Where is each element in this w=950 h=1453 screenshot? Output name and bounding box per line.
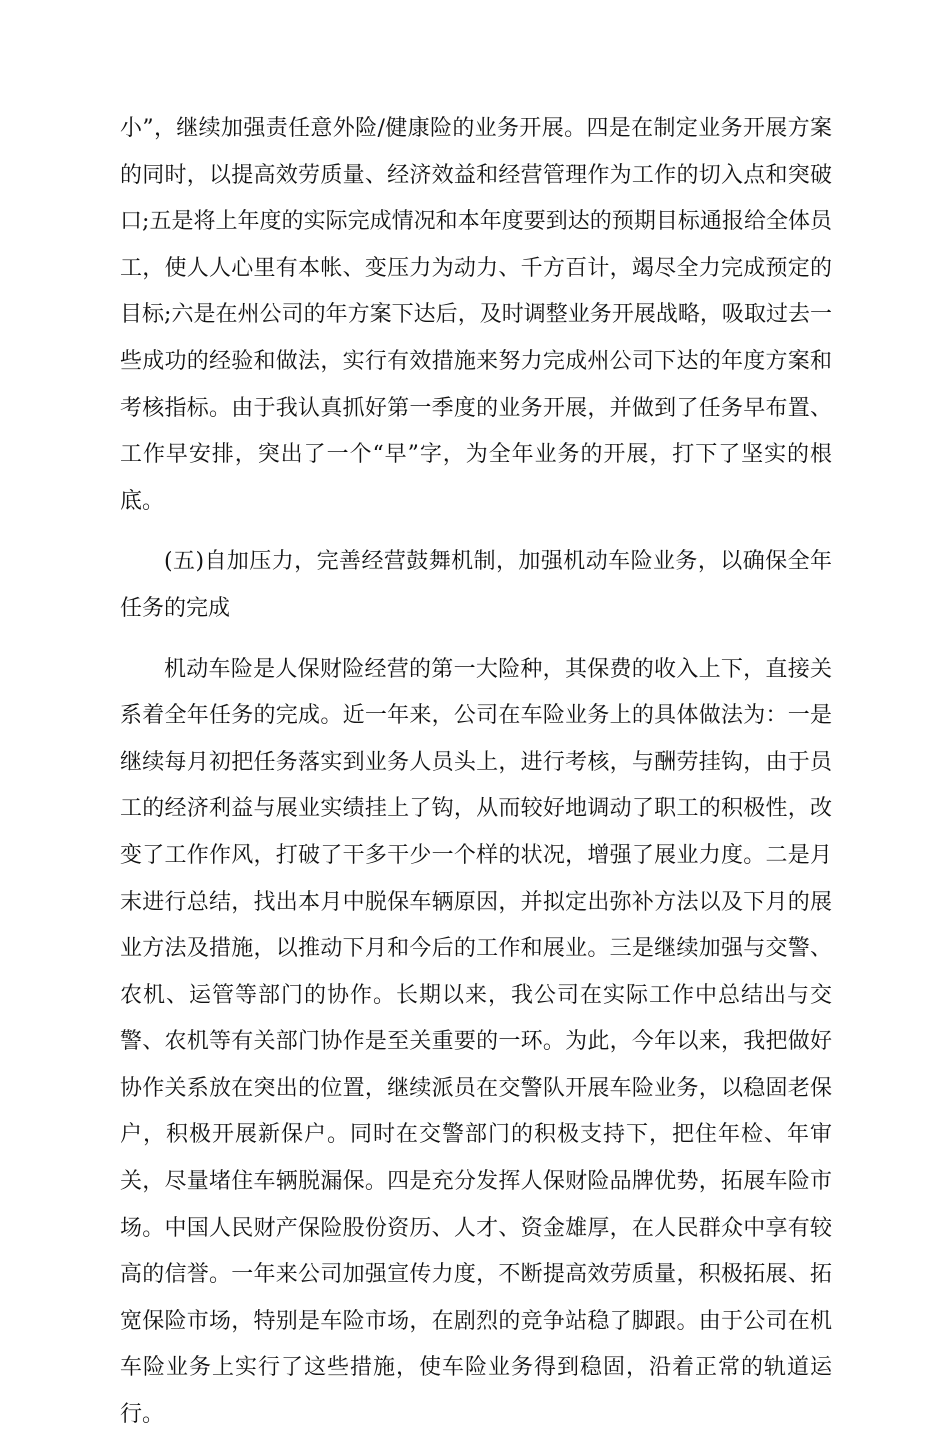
section-heading-5: (五)自加压力，完善经营鼓舞机制，加强机动车险业务，以确保全年任务的完成 [120, 549, 832, 621]
paragraph-motor-insurance: 机动车险是人保财险经营的第一大险种，其保费的收入上下，直接关系着全年任务的完成。近一年来，公司在车险业务上的具体做法为：一是继续每月初把任务落实到业务人员头上，进行考核，与酬劳挂钩，由于员工的经济利益与展业实绩挂上了钩，从而较好地调动了职工的积极性，改变了工作作风，打破了干多干少一个样的状况，增强了展业力度。二是月末进行总结，找出本月中脱保车辆原因，并拟定出弥补方法以及下月的展业方法及措施，以推动下月和今后的工作和展业。三是继续加强与交警、农机、运管等部门的协作。长期以来，我公司在实际工作中总结出与交警、农机等有关部门协作是至关重要的一环。为此，今年以来，我把做好协作关系放在突出的位置，继续派员在交警队开展车险业务，以稳固老保户，积极开展新保户。同时在交警部门的积极支持下，把住年检、年审关，尽量堵住车辆脱漏保。四是充分发挥人保财险品牌优势，拓展车险市场。中国人民财产保险股份资历、人才、资金雄厚，在人民群众中享有较高的信誉。一年来公司加强宣传力度，不断提高效劳质量，积极拓展、拓宽保险市场，特别是车险市场，在剧烈的竞争站稳了脚跟。由于公司在机车险业务上实行了这些措施，使车险业务得到稳固，沿着正常的轨道运行。 [120, 656, 832, 1428]
document-body [120, 106, 832, 1453]
paragraph-continued: 小”，继续加强责任意外险/健康险的业务开展。四是在制定业务开展方案的同时，以提高效劳质量、经济效益和经营管理作为工作的切入点和突破口;五是将上年度的实际完成情况和本年度要到达的预期目标通报给全体员工，使人人心里有本帐、变压力为动力、千方百计，竭尽全力完成预定的目标;六是在州公司的年方案下达后，及时调整业务开展战略，吸取过去一些成功的经验和做法，实行有效措施来努力完成州公司下达的年度方案和考核指标。由于我认真抓好第一季度的业务开展，并做到了任务早布置、工作早安排，突出了一个“早”字，为全年业务的开展，打下了坚实的根底。 [120, 116, 832, 514]
